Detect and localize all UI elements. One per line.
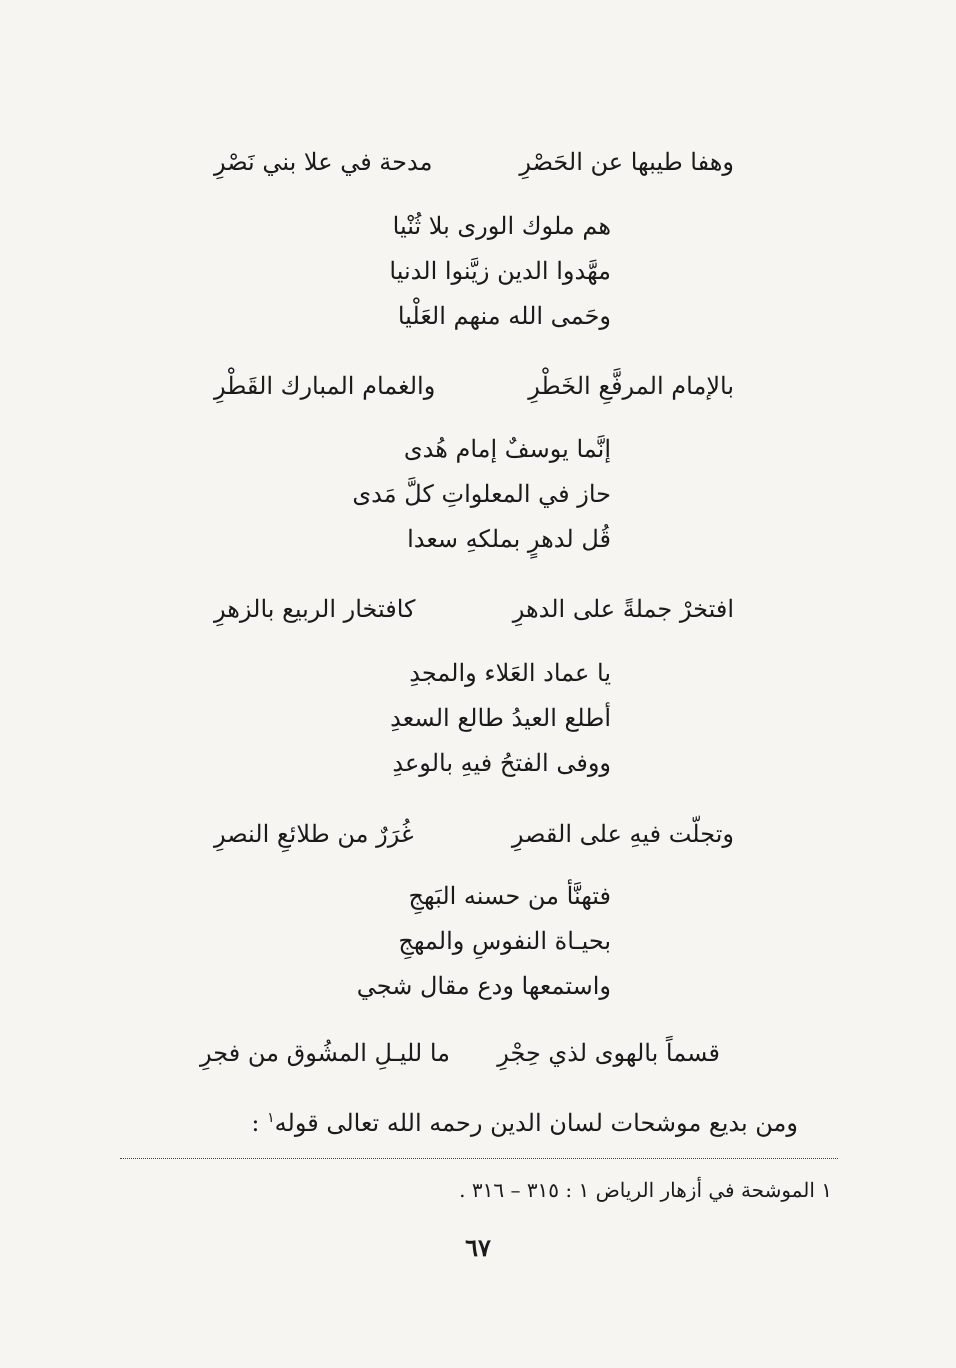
refrain-first-half: بالإمام المرفَّعِ الخَطْرِ bbox=[528, 372, 734, 400]
refrain-second-half: غُرَرٌ من طلائعِ النصرِ bbox=[214, 820, 414, 848]
verse-line: مهَّدوا الدين زيَّنوا الدنيا bbox=[389, 257, 611, 285]
intro-text: ومن بديع موشحات لسان الدين رحمه الله تعالى قوله bbox=[274, 1109, 798, 1137]
verse-line: بحيـاة النفوسِ والمهجِ bbox=[398, 927, 611, 955]
verse-line: وحَمى الله منهم العَلْيا bbox=[397, 302, 611, 330]
refrain-first-half: افتخرْ جملةً على الدهرِ bbox=[512, 595, 734, 623]
intro-paragraph bbox=[251, 1102, 798, 1139]
verse-line: ووفى الفتحُ فيهِ بالوعدِ bbox=[392, 749, 611, 777]
verse-line: حاز في المعلواتِ كلَّ مَدى bbox=[352, 480, 611, 508]
verse-line: هم ملوك الورى بلا ثُنْيا bbox=[392, 212, 611, 240]
footnote-marker: ١ bbox=[267, 1110, 275, 1126]
refrain-first-half: وتجلّت فيهِ على القصرِ bbox=[511, 820, 734, 848]
verse-line: واستمعها ودع مقال شجي bbox=[356, 972, 611, 1000]
footnote-divider bbox=[120, 1158, 838, 1159]
page-number: ٦٧ bbox=[465, 1233, 491, 1262]
refrain-second-half: كافتخار الربيع بالزهرِ bbox=[214, 595, 416, 623]
refrain-first-half: وهفا طيبها عن الحَصْرِ bbox=[519, 148, 734, 176]
verse-line: أطلع العيدُ طالع السعدِ bbox=[390, 704, 611, 732]
refrain-second-half: مدحة في علا بني نَصْرِ bbox=[214, 148, 433, 176]
footnote: ١ الموشحة في أزهار الرياض ١ : ٣١٥ – ٣١٦ . bbox=[459, 1178, 832, 1202]
refrain-second-half: والغمام المبارك القَطْرِ bbox=[214, 372, 436, 400]
refrain-second-half: ما لليـلِ المشُوق من فجرِ bbox=[200, 1039, 451, 1067]
verse-line: يا عماد العَلاء والمجدِ bbox=[409, 659, 611, 687]
verse-line: إنَّما يوسفٌ إمام هُدى bbox=[403, 435, 611, 463]
verse-line: فتهنَّأ من حسنه البَهجِ bbox=[408, 882, 611, 910]
refrain-first-half: قسماً بالهوى لذي حِجْرِ bbox=[497, 1039, 720, 1067]
intro-colon: : bbox=[251, 1109, 260, 1137]
verse-line: قُل لدهرٍ بملكهِ سعدا bbox=[407, 525, 611, 553]
